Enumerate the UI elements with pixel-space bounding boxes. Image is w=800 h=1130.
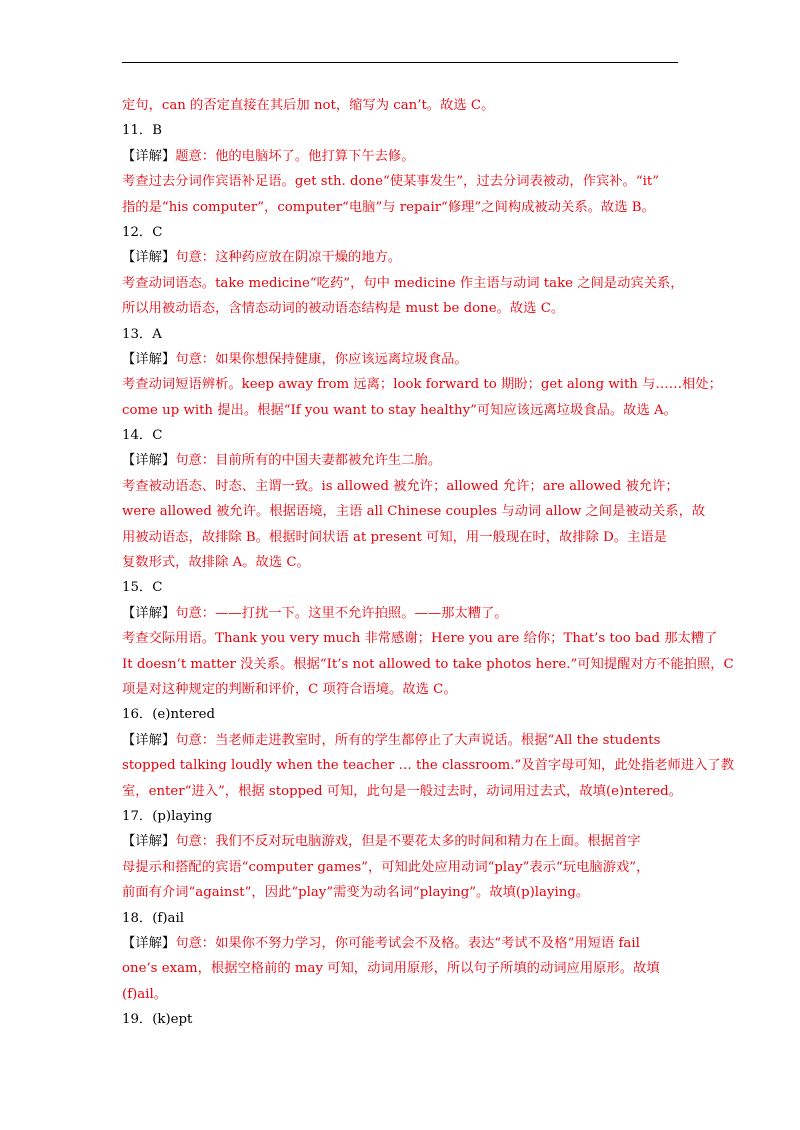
label-text: 13．A (122, 326, 162, 342)
explanation-line (122, 499, 706, 524)
explanation-line (122, 753, 735, 778)
explanation-line (122, 245, 682, 270)
explanation-line (122, 728, 682, 753)
explanation-line (122, 448, 682, 473)
label-text: 【详解】 (122, 453, 176, 469)
explanation-text: 句意：目前所有的中国夫妻都被允许生二胎。 (175, 453, 442, 469)
label-text: 11．B (122, 123, 162, 139)
answer-line (122, 906, 682, 931)
label-text: 12．C (122, 224, 163, 240)
header-rule (122, 62, 678, 63)
explanation-line (122, 169, 682, 194)
explanation-text: 用被动语态，故排除 B。根据时间状语 at present 可知，用一般现在时，故排除 D。主语是 (122, 529, 667, 545)
explanation-line (122, 626, 718, 651)
explanation-line (122, 474, 682, 499)
explanation-line (122, 677, 682, 702)
explanation-text: come up with 提出。根据“If you want to stay healthy”可知应该远离垃圾食品。故选 A。 (122, 402, 677, 418)
explanation-text: 句意：我们不反对玩电脑游戏，但是不要花太多的时间和精力在上面。根据首字 (175, 834, 641, 850)
label-text: 14．C (122, 428, 163, 444)
explanation-text: stopped talking loudly when the teacher … the classroom.”及首字母可知，此处指老师进入了教 (122, 758, 735, 774)
explanation-text: 考查动词短语辨析。keep away from 远离；look forward to 期盼；get along with 与……相处； (122, 377, 722, 393)
explanation-text: 考查被动语态、时态、主谓一致。is allowed 被允许；allowed 允许；are allowed 被允许； (122, 478, 679, 494)
label-text: 16．(e)ntered (122, 707, 215, 723)
explanation-line (122, 398, 682, 423)
explanation-line (122, 982, 682, 1007)
label-text: 【详解】 (122, 834, 176, 850)
label-text: 17．(p)laying (122, 808, 213, 824)
answer-line (122, 322, 682, 347)
explanation-text: 定句，can 的否定直接在其后加 not，缩写为 can’t。故选 C。 (122, 98, 495, 113)
explanation-text: 指的是“his computer”，computer“电脑”与 repair“修理”之间构成被动关系。故选 B。 (122, 199, 655, 215)
explanation-text: (f)ail。 (122, 986, 168, 1002)
explanation-text: one’s exam，根据空格前的 may 可知，动词用原形，所以句子所填的动词应用原形。故填 (122, 961, 660, 977)
explanation-text: 考查交际用语。Thank you very much 非常感谢；Here you are 给你；That’s too bad 那太糟了 (122, 631, 718, 647)
explanation-line (122, 779, 682, 804)
answer-line (122, 118, 682, 143)
explanation-line (122, 855, 682, 880)
label-text: 【详解】 (122, 605, 176, 621)
explanation-line (122, 956, 682, 981)
explanation-line (122, 601, 682, 626)
explanation-text: 复数形式，故排除 A。故选 C。 (122, 555, 310, 571)
explanation-line (122, 271, 682, 296)
explanation-text: 题意：他的电脑坏了。他打算下午去修。 (175, 148, 415, 164)
explanation-line (122, 93, 682, 118)
explanation-line (122, 652, 734, 677)
answer-line (122, 220, 682, 245)
explanation-text: 室，enter“进入”，根据 stopped 可知，此句是一般过去时，动词用过去式，故填(e)ntered。 (122, 783, 682, 799)
explanation-text: 前面有介词“against”，因此“play”需变为动名词“playing”。故填(p)laying。 (122, 885, 590, 901)
explanation-text: were allowed 被允许。根据语境，主语 all Chinese couples 与动词 allow 之间是被动关系，故 (122, 504, 706, 520)
label-text: 【详解】 (122, 351, 176, 367)
explanation-text: 母提示和搭配的宾语“computer games”，可知此处应用动词“play”表示“玩电脑游戏”， (122, 859, 650, 875)
explanation-text: It doesn’t matter 没关系。根据“It’s not allowed to take photos here.”可知提醒对方不能拍照，C (122, 656, 734, 672)
explanation-line (122, 931, 682, 956)
label-text: 【详解】 (122, 732, 176, 748)
label-text: 【详解】 (122, 935, 176, 951)
explanation-text: 句意：——打扰一下。这里不允许拍照。——那太糟了。 (175, 605, 508, 621)
explanation-text: 所以用被动语态，含情态动词的被动语态结构是 must be done。故选 C。 (122, 301, 565, 317)
answer-line (122, 702, 682, 727)
label-text: 【详解】 (122, 148, 176, 164)
explanation-line (122, 880, 682, 905)
explanation-text: 项是对这种规定的判断和评价，C 项符合语境。故选 C。 (122, 681, 457, 697)
explanation-text: 句意：当老师走进教室时，所有的学生都停止了大声说话。根据“All the students (175, 732, 661, 748)
explanation-line (122, 550, 682, 575)
explanation-line (122, 296, 682, 321)
explanation-text: 句意：如果你不努力学习，你可能考试会不及格。表达“考试不及格”用短语 fail (175, 935, 640, 951)
answer-line (122, 575, 682, 600)
label-text: 15．C (122, 580, 163, 596)
explanation-line (122, 347, 682, 372)
explanation-line (122, 525, 682, 550)
explanation-line (122, 144, 682, 169)
explanation-text: 句意：这种药应放在阴凉干燥的地方。 (175, 250, 402, 266)
explanation-text: 句意：如果你想保持健康，你应该远离垃圾食品。 (175, 351, 468, 367)
label-text: 18．(f)ail (122, 910, 184, 926)
answer-line (122, 804, 682, 829)
label-text: 19．(k)ept (122, 1012, 193, 1028)
answer-line (122, 1007, 682, 1032)
answer-explanations (122, 93, 735, 1032)
explanation-line (122, 372, 722, 397)
answer-line (122, 423, 682, 448)
explanation-text: 考查动词语态。take medicine“吃药”，句中 medicine 作主语与动词 take 之间是动宾关系， (122, 275, 684, 291)
label-text: 【详解】 (122, 250, 176, 266)
explanation-line (122, 195, 682, 220)
explanation-line (122, 829, 682, 854)
explanation-text: 考查过去分词作宾语补足语。get sth. done“使某事发生”，过去分词表被动，作宾补。“it” (122, 174, 660, 190)
